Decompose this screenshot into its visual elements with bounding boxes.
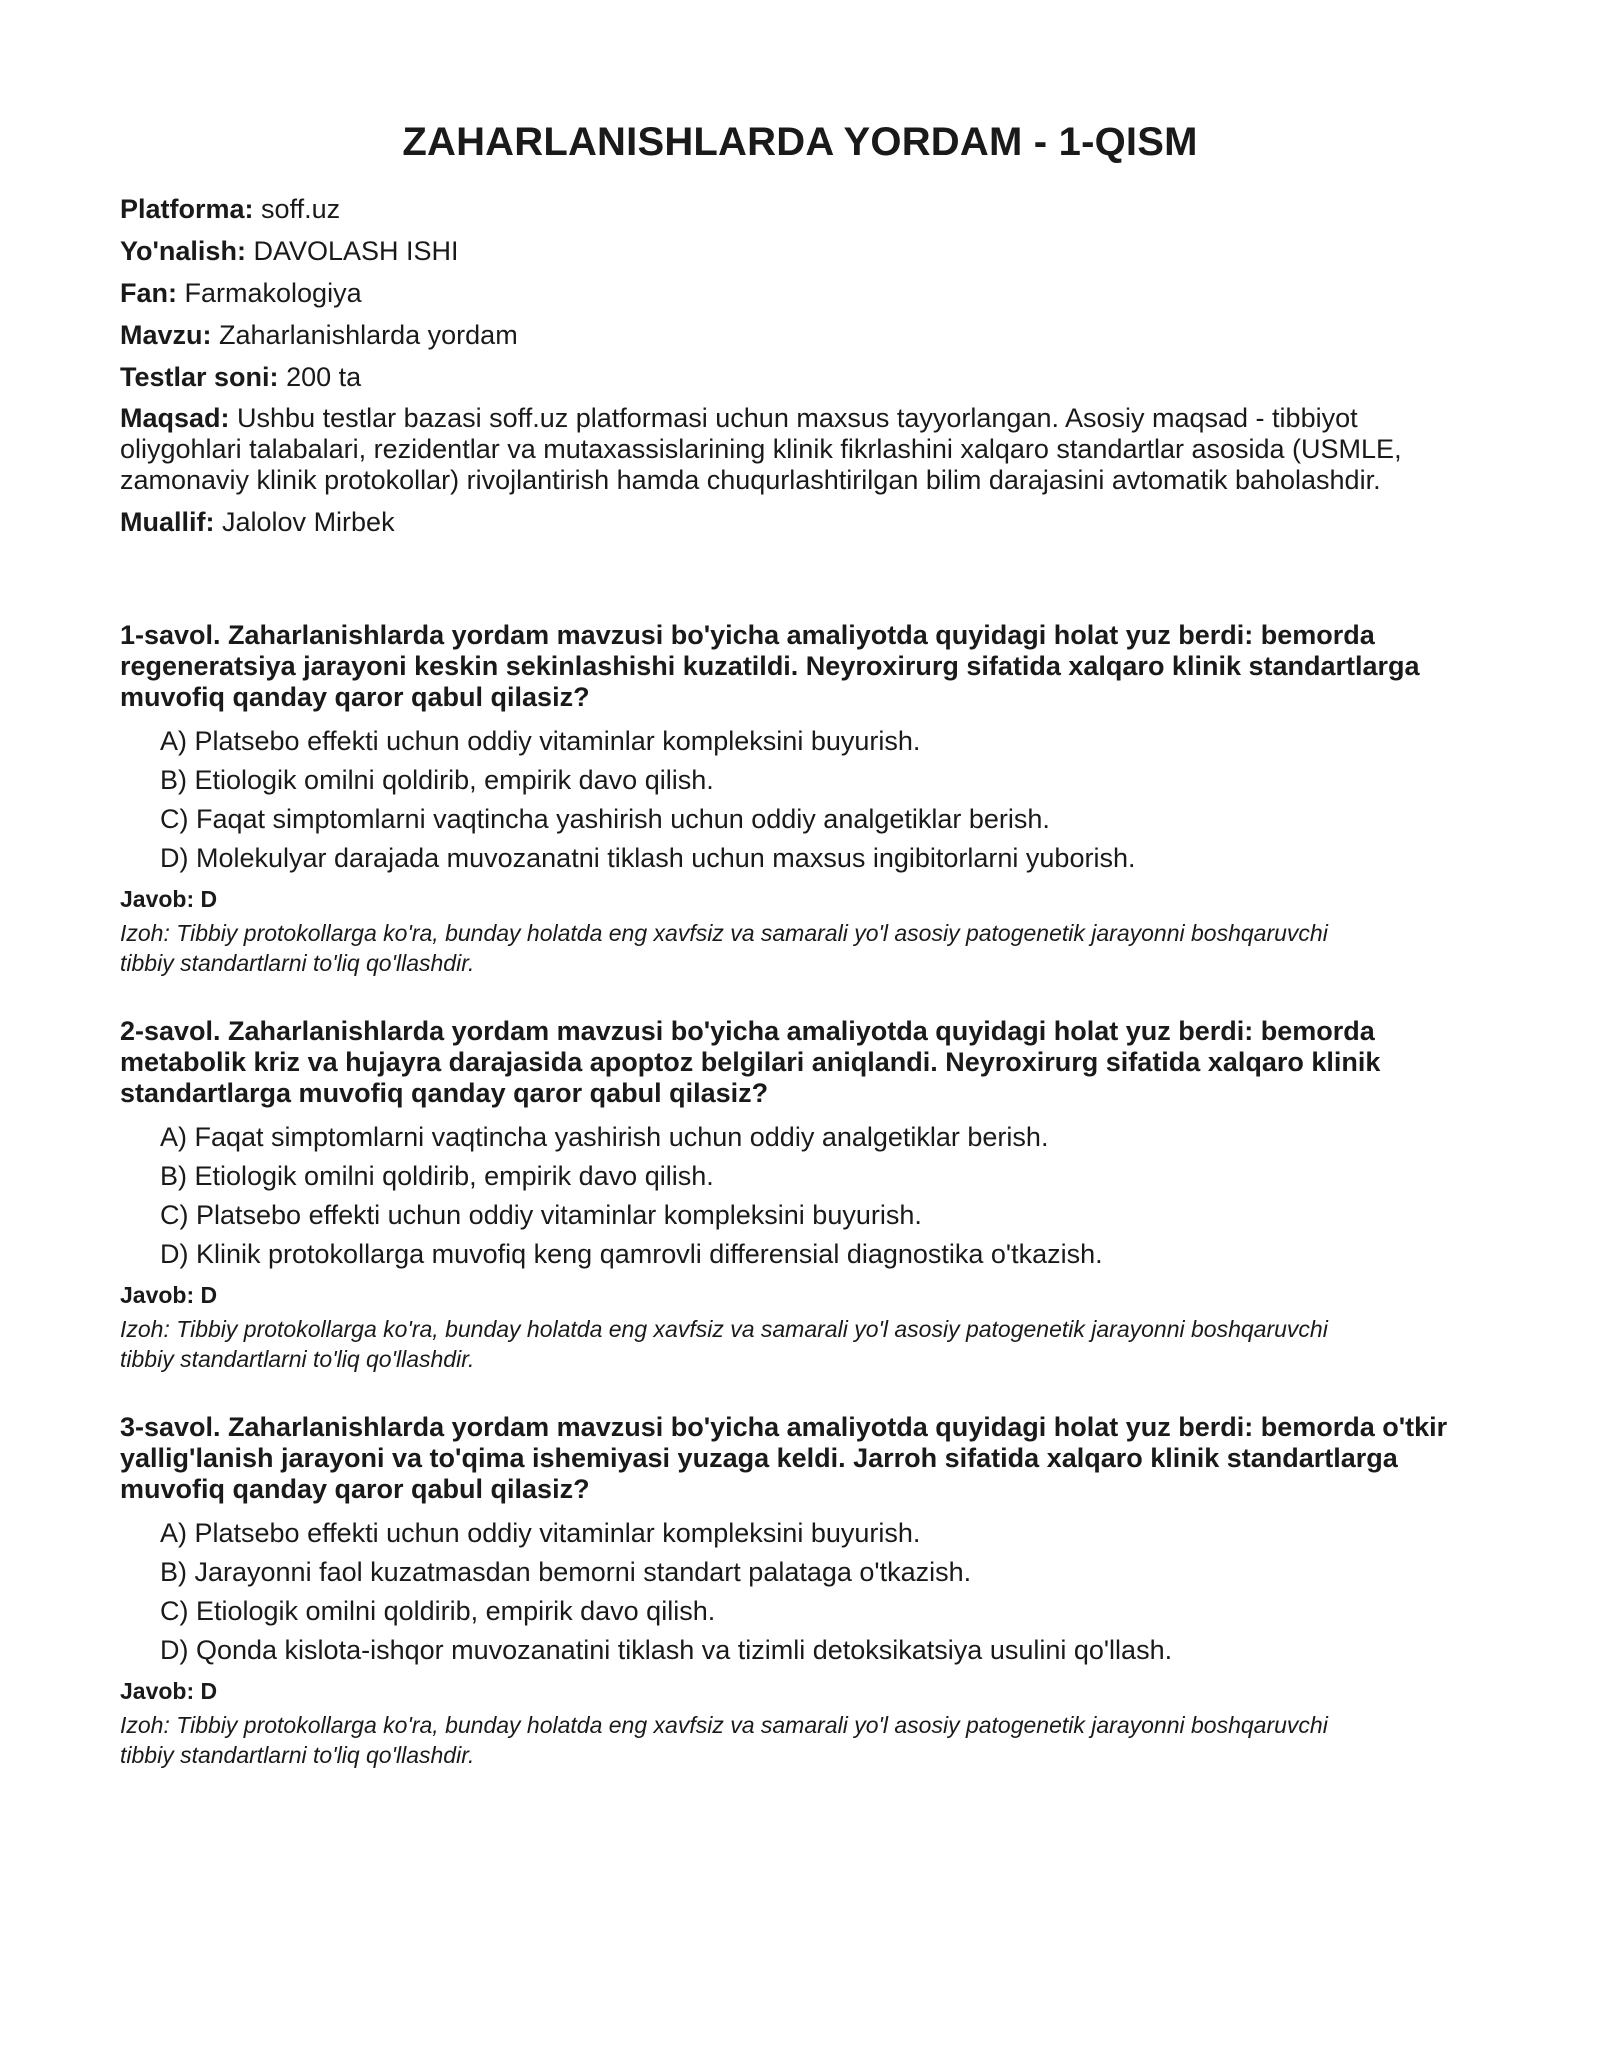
option-b: B) Etiologik omilni qoldirib, empirik davo qilish. bbox=[160, 1161, 714, 1191]
meta-platform bbox=[120, 193, 1480, 225]
meta-value: DAVOLASH ISHI bbox=[253, 236, 459, 266]
option-d: D) Molekulyar darajada muvozanatni tiklash uchun maxsus ingibitorlarni yuborish. bbox=[160, 843, 1136, 873]
option-c: C) Etiologik omilni qoldirib, empirik davo qilish. bbox=[160, 1596, 716, 1626]
explanation-text: Izoh: Tibbiy protokollarga ko'ra, bunday holatda eng xavfsiz va samarali yo'l asosiy patogenetik jarayonni boshqaruvchi tibbiy standartlarni to'liq qo'llashdir. bbox=[120, 920, 1328, 976]
meta-label: Maqsad: bbox=[120, 403, 230, 433]
option-c: C) Platsebo effekti uchun oddiy vitaminlar kompleksini buyurish. bbox=[160, 1200, 922, 1230]
question-text: 3-savol. Zaharlanishlarda yordam mavzusi bo'yicha amaliyotda quyidagi holat yuz berdi: bemorda o'tkir yallig'lanish jarayoni va to'qima ishemiyasi yuzaga keldi. Jarroh sifatida xalqaro klinik standartlarga muvofiq qanday qaror qabul qilasiz? bbox=[120, 1412, 1448, 1504]
option-a: A) Faqat simptomlarni vaqtincha yashirish uchun oddiy analgetiklar berish. bbox=[160, 1122, 1049, 1152]
meta-value: Farmakologiya bbox=[184, 278, 362, 308]
option-d: D) Qonda kislota-ishqor muvozanatini tiklash va tizimli detoksikatsiya usulini qo'llash. bbox=[160, 1635, 1173, 1665]
meta-author bbox=[120, 506, 1480, 538]
meta-value: Ushbu testlar bazasi soff.uz platformasi uchun maxsus tayyorlangan. Asosiy maqsad - tibbiyot oliygohlari talabalari, rezidentlar va mutaxassislarining klinik fikrlashini xalqaro standartlar asosida (USMLE, zamonaviy klinik protokollar) rivojlantirish hamda chuqurlashtirilgan bilim darajasini avtomatik baholashdir. bbox=[120, 403, 1402, 495]
meta-direction bbox=[120, 235, 1480, 267]
meta-value: Zaharlanishlarda yordam bbox=[219, 320, 518, 350]
metadata-section bbox=[120, 193, 1480, 538]
meta-value: Jalolov Mirbek bbox=[222, 507, 395, 537]
explanation-text: Izoh: Tibbiy protokollarga ko'ra, bunday holatda eng xavfsiz va samarali yo'l asosiy patogenetik jarayonni boshqaruvchi tibbiy standartlarni to'liq qo'llashdir. bbox=[120, 1712, 1328, 1768]
option-b: B) Etiologik omilni qoldirib, empirik davo qilish. bbox=[160, 765, 714, 795]
questions-section bbox=[120, 620, 1480, 1770]
answer-label: Javob: D bbox=[120, 886, 218, 912]
question-block bbox=[120, 1412, 1480, 1770]
answer-label: Javob: D bbox=[120, 1282, 218, 1308]
meta-label: Muallif: bbox=[120, 507, 215, 537]
meta-label: Yo'nalish: bbox=[120, 236, 246, 266]
meta-value: soff.uz bbox=[261, 194, 341, 224]
question-text: 1-savol. Zaharlanishlarda yordam mavzusi bo'yicha amaliyotda quyidagi holat yuz berdi: bemorda regeneratsiya jarayoni keskin sekinlashishi kuzatildi. Neyroxirurg sifatida xalqaro klinik standartlarga muvofiq qanday qaror qabul qilasiz? bbox=[120, 620, 1420, 712]
option-c: C) Faqat simptomlarni vaqtincha yashirish uchun oddiy analgetiklar berish. bbox=[160, 804, 1050, 834]
meta-label: Platforma: bbox=[120, 194, 254, 224]
meta-label: Fan: bbox=[120, 278, 177, 308]
meta-topic bbox=[120, 319, 1480, 351]
explanation-text: Izoh: Tibbiy protokollarga ko'ra, bunday holatda eng xavfsiz va samarali yo'l asosiy patogenetik jarayonni boshqaruvchi tibbiy standartlarni to'liq qo'llashdir. bbox=[120, 1316, 1328, 1372]
option-a: A) Platsebo effekti uchun oddiy vitaminlar kompleksini buyurish. bbox=[160, 1518, 921, 1548]
question-block bbox=[120, 620, 1480, 978]
meta-label: Testlar soni: bbox=[120, 362, 279, 392]
question-block bbox=[120, 1016, 1480, 1374]
meta-label: Mavzu: bbox=[120, 320, 212, 350]
option-a: A) Platsebo effekti uchun oddiy vitaminlar kompleksini buyurish. bbox=[160, 726, 921, 756]
answer-label: Javob: D bbox=[120, 1678, 218, 1704]
option-d: D) Klinik protokollarga muvofiq keng qamrovli differensial diagnostika o'tkazish. bbox=[160, 1239, 1103, 1269]
document-page bbox=[120, 120, 1480, 1808]
options-list bbox=[120, 1121, 1480, 1270]
meta-subject bbox=[120, 277, 1480, 309]
meta-test-count bbox=[120, 361, 1480, 393]
options-list bbox=[120, 725, 1480, 874]
meta-value: 200 ta bbox=[286, 362, 362, 392]
meta-purpose bbox=[120, 403, 1480, 496]
options-list bbox=[120, 1517, 1480, 1666]
question-text: 2-savol. Zaharlanishlarda yordam mavzusi bo'yicha amaliyotda quyidagi holat yuz berdi: bemorda metabolik kriz va hujayra darajasida apoptoz belgilari aniqlandi. Neyroxirurg sifatida xalqaro klinik standartlarga muvofiq qanday qaror qabul qilasiz? bbox=[120, 1016, 1381, 1108]
document-title: ZAHARLANISHLARDA YORDAM - 1-QISM bbox=[402, 120, 1198, 164]
option-b: B) Jarayonni faol kuzatmasdan bemorni standart palataga o'tkazish. bbox=[160, 1557, 972, 1587]
